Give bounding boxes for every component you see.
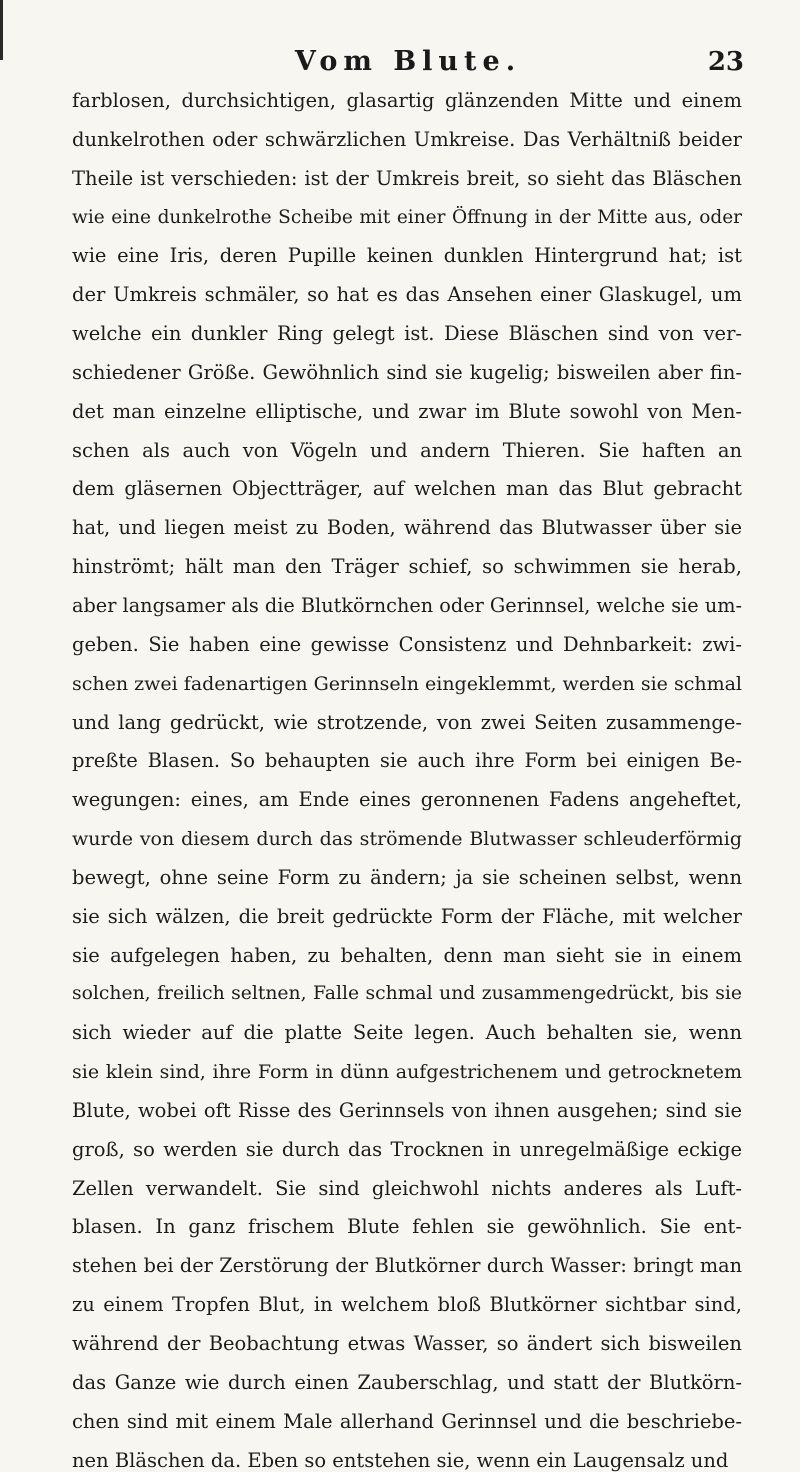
text-line: wie eine Iris, deren Pupille keinen dunklen Hintergrund hat; ist — [72, 244, 742, 268]
text-line: dem gläsernen Objectträger, auf welchen man das Blut gebracht — [72, 477, 742, 501]
text-line: wurde von diesem durch das strömende Blutwasser schleuderförmig — [72, 828, 742, 851]
running-head: Vom Blute. — [294, 46, 522, 77]
text-line: zu einem Tropfen Blut, in welchem bloß Blutkörner sichtbar sind, — [72, 1293, 742, 1317]
page-edge-mark — [0, 0, 3, 60]
body-text — [72, 82, 742, 1472]
text-line: während der Beobachtung etwas Wasser, so ändert sich bisweilen — [72, 1332, 742, 1355]
text-line: schen zwei fadenartigen Gerinnseln eingeklemmt, werden sie schmal — [72, 672, 742, 695]
text-line: dunkelrothen oder schwärzlichen Umkreise. Das Verhältniß beider — [72, 127, 742, 151]
text-line: bewegt, ohne seine Form zu ändern; ja sie scheinen selbst, wenn — [72, 865, 742, 889]
text-line: geben. Sie haben eine gewisse Consistenz und Dehnbarkeit: zwi- — [72, 632, 742, 656]
text-line: Theile ist verschieden: ist der Umkreis breit, so sieht das Bläschen — [72, 166, 742, 190]
text-line: wie eine dunkelrothe Scheibe mit einer Öffnung in der Mitte aus, oder — [72, 206, 742, 228]
page-header — [72, 42, 744, 82]
text-line: sie klein sind, ihre Form in dünn aufgestrichenem und getrocknetem — [72, 1061, 742, 1084]
text-line: stehen bei der Zerstörung der Blutkörner durch Wasser: bringt man — [72, 1254, 742, 1278]
text-line: solchen, freilich seltnen, Falle schmal und zusammengedrückt, bis sie — [72, 983, 742, 1005]
text-line: blasen. In ganz frischem Blute fehlen sie gewöhnlich. Sie ent- — [72, 1215, 742, 1239]
text-line: sie aufgelegen haben, zu behalten, denn man sieht sie in einem — [72, 943, 742, 967]
text-line: der Umkreis schmäler, so hat es das Ansehen einer Glaskugel, um — [72, 283, 742, 307]
text-line: Zellen verwandelt. Sie sind gleichwohl nichts anderes als Luft- — [72, 1176, 742, 1200]
text-line: schen als auch von Vögeln und andern Thieren. Sie haften an — [72, 438, 742, 462]
page-number: 23 — [707, 47, 744, 77]
text-line: aber langsamer als die Blutkörnchen oder Gerinnsel, welche sie um- — [72, 593, 742, 617]
text-line: schiedener Größe. Gewöhnlich sind sie kugelig; bisweilen aber fin- — [72, 360, 742, 384]
text-line: hinströmt; hält man den Träger schief, so schwimmen sie herab, — [72, 555, 742, 579]
text-line: nen Bläschen da. Eben so entstehen sie, wenn ein Laugensalz und — [72, 1448, 729, 1472]
text-line: Blute, wobei oft Risse des Gerinnsels von ihnen ausgehen; sind sie — [72, 1098, 742, 1122]
text-line: det man einzelne elliptische, und zwar im Blute sowohl von Men- — [72, 399, 742, 423]
text-line: hat, und liegen meist zu Boden, während das Blutwasser über sie — [72, 516, 742, 540]
text-line: und lang gedrückt, wie strotzende, von zwei Seiten zusammenge- — [72, 710, 742, 734]
text-line: welche ein dunkler Ring gelegt ist. Diese Bläschen sind von ver- — [72, 322, 742, 346]
text-line: preßte Blasen. So behaupten sie auch ihre Form bei einigen Be- — [72, 749, 742, 773]
text-line: das Ganze wie durch einen Zauberschlag, und statt der Blutkörn- — [72, 1370, 742, 1394]
text-line: groß, so werden sie durch das Trocknen in unregelmäßige eckige — [72, 1137, 742, 1161]
text-line: chen sind mit einem Male allerhand Gerinnsel und die beschriebe- — [72, 1409, 742, 1433]
text-line: sie sich wälzen, die breit gedrückte Form der Fläche, mit welcher — [72, 904, 742, 928]
text-line: sich wieder auf die platte Seite legen. Auch behalten sie, wenn — [72, 1021, 742, 1045]
text-line: wegungen: eines, am Ende eines geronnenen Fadens angeheftet, — [72, 788, 742, 812]
text-line: farblosen, durchsichtigen, glasartig glänzenden Mitte und einem — [72, 89, 742, 112]
